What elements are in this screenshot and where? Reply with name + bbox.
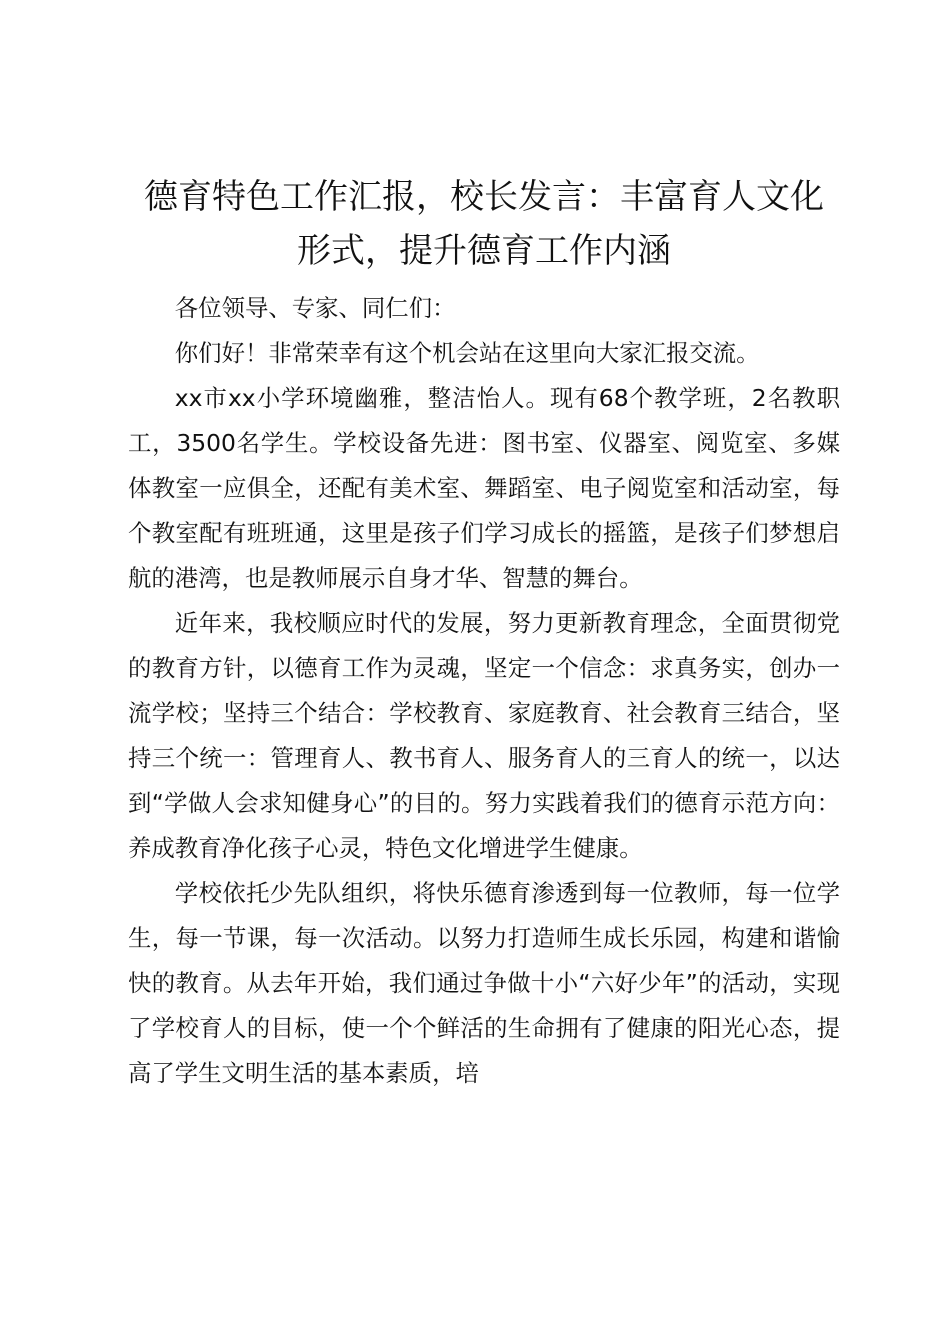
school-intro-paragraph: xx市xx小学环境幽雅，整洁怡人。现有68个教学班，2名教职工，3500名学生。学校设备先进：图书室、仪器室、阅览室、多媒体教室一应俱全，还配有美术室、舞蹈室、电子阅览室和活动室，每个教室配有班班通，这里是孩子们学习成长的摇篮，是孩子们梦想启航的港湾，也是教师展示自身才华、智慧的舞台。 [128,384,840,592]
activities-paragraph: 学校依托少先队组织，将快乐德育渗透到每一位教师，每一位学生，每一节课，每一次活动。以努力打造师生成长乐园，构建和谐愉快的教育。从去年开始，我们通过争做十小“六好少年”的活动，实现了学校育人的目标，使一个个鲜活的生命拥有了健康的阳光心态，提高了学生文明生活的基本素质，培 [128,879,840,1087]
salutation-paragraph: 各位领导、专家、同仁们： [174,294,456,322]
document-body [128,170,840,1096]
greeting-paragraph: 你们好！非常荣幸有这个机会站在这里向大家汇报交流。 [174,339,760,367]
education-philosophy-paragraph: 近年来，我校顺应时代的发展，努力更新教育理念，全面贯彻党的教育方针，以德育工作为灵魂，坚定一个信念：求真务实，创办一流学校；坚持三个结合：学校教育、家庭教育、社会教育三结合，坚持三个统一：管理育人、教书育人、服务育人的三育人的统一，以达到“学做人会求知健身心”的目的。努力实践着我们的德育示范方向：养成教育净化孩子心灵，特色文化增进学生健康。 [128,609,840,862]
document-title: 德育特色工作汇报，校长发言：丰富育人文化形式，提升德育工作内涵 [144,177,824,271]
